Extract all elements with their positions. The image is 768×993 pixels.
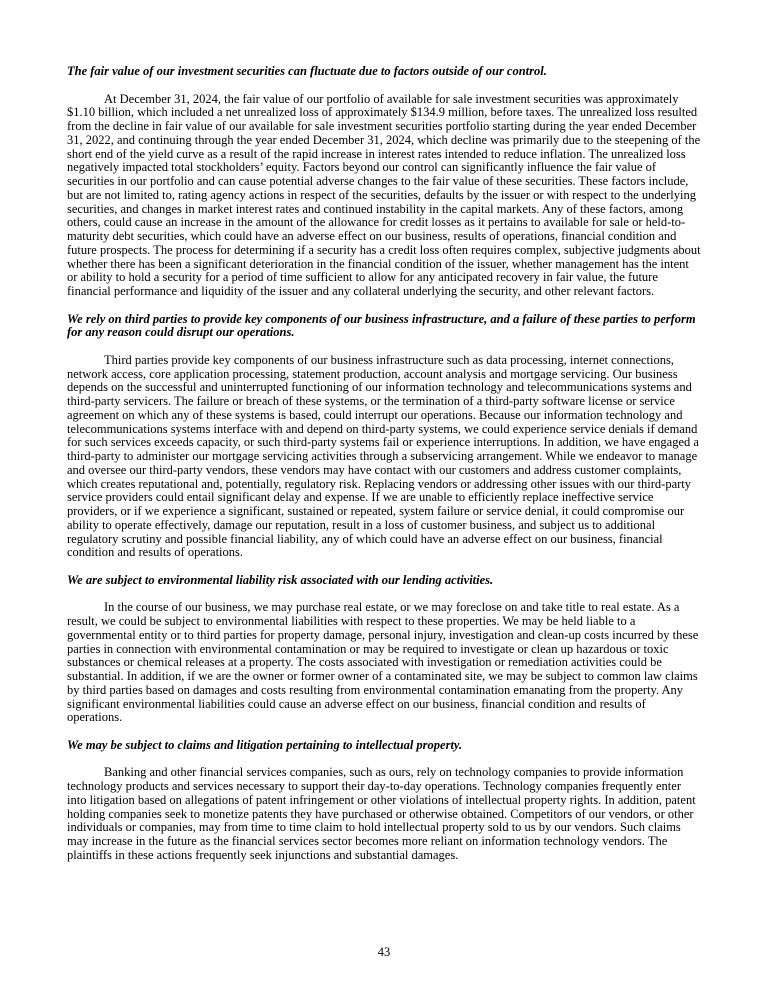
risk-factor-section-investment-securities [67,65,701,299]
risk-factor-heading: We are subject to environmental liability risk associated with our lending activities. [67,572,494,587]
risk-factor-paragraph: Banking and other financial services companies, such as ours, rely on technology companies to provide information technology products and services necessary to support their day-to-day operations. Technology companies frequently enter into litigation based on allegations of patent infringement or other violations of intellectual property rights. In addition, patent holding companies seek to monetize patents they have purchased or otherwise obtained. Competitors of our vendors, or other individuals or companies, may from time to time claim to hold intellectual property sold to us by our vendors. Such claims may increase in the future as the financial services sector becomes more reliant on information technology vendors. The plaintiffs in these actions frequently seek injunctions and substantial damages. [67,765,696,862]
risk-factor-section-environmental-liability [67,574,701,725]
risk-factor-heading: We rely on third parties to provide key components of our business infrastructure, and a failure of these parties to perform for any reason could disrupt our operations. [67,311,696,340]
page-number: 43 [377,945,391,959]
risk-factor-paragraph: In the course of our business, we may purchase real estate, or we may foreclose on and take title to real estate. As a result, we could be subject to environmental liabilities with respect to these properties. We may be held liable to a governmental entity or to third parties for property damage, personal injury, investigation and clean-up costs incurred by these parties in connection with environmental contamination or may be required to investigate or clean up hazardous or toxic substances or chemical releases at a property. The costs associated with investigation or remediation activities could be substantial. In addition, if we are the owner or former owner of a contaminated site, we may be subject to common law claims by third parties based on damages and costs resulting from environmental contamination emanating from the property. Any significant environmental liabilities could cause an adverse effect on our business, financial condition and results of operations. [67,600,699,725]
risk-factor-heading: The fair value of our investment securities can fluctuate due to factors outside of our control. [67,64,547,78]
risk-factor-paragraph: At December 31, 2024, the fair value of our portfolio of available for sale investment securities was approximately $1.10 billion, which included a net unrealized loss of approximately $134.9 million, before taxes. The unrealized loss resulted from the decline in fair value of our available for sale investment securities portfolio starting during the year ended December 31, 2022, and continuing through the year ended December 31, 2024, which decline was primarily due to the steepening of the short end of the yield curve as a result of the rapid increase in interest rates intended to reduce inflation. The unrealized loss negatively impacted total stockholders’ equity. Factors beyond our control can significantly influence the fair value of securities in our portfolio and can cause potential adverse changes to the fair value of these securities. These factors include, but are not limited to, rating agency actions in respect of the securities, defaults by the issuer or with respect to the underlying securities, and changes in market interest rates and continued instability in the capital markets. Any of these factors, among others, could cause an increase in the amount of the allowance for credit losses as it pertains to available for sale or held-to-maturity debt securities, which could have an adverse effect on our business, results of operations, financial condition and future prospects. The process for determining if a security has a credit loss often requires complex, subjective judgments about whether there has been a significant deterioration in the financial condition of the issuer, whether management has the intent or ability to hold a security for a period of time sufficient to allow for any anticipated recovery in fair value, the future financial performance and liquidity of the issuer and any collateral underlying the security, and other relevant factors. [67,91,701,298]
risk-factor-section-third-parties [67,313,701,561]
risk-factor-paragraph: Third parties provide key components of our business infrastructure such as data processing, internet connections, network access, core application processing, statement production, account analysis and mortgage servicing. Our business depends on the successful and uninterrupted functioning of our information technology and telecommunications systems and third-party servicers. The failure or breach of these systems, or the termination of a third-party software license or service agreement on which any of these systems is based, could interrupt our operations. Because our information technology and telecommunications systems interface with and depend on third-party systems, we could experience service denials if demand for such services exceeds capacity, or such third-party systems fail or experience interruptions. In addition, we have engaged a third-party to administer our mortgage servicing activities through a subservicing arrangement. While we endeavor to manage and oversee our third-party vendors, these vendors may have contact with our customers and address customer complaints, which creates reputational and, potentially, regulatory risk. Replacing vendors or addressing other issues with our third-party service providers could entail significant delay and expense. If we are unable to efficiently replace ineffective service providers, or if we experience a significant, sustained or repeated, system failure or service denial, it could compromise our ability to operate effectively, damage our reputation, result in a loss of customer business, and subject us to additional regulatory scrutiny and possible financial liability, any of which could have an adverse effect on our business, financial condition and results of operations. [67,352,699,560]
risk-factor-heading: We may be subject to claims and litigation pertaining to intellectual property. [67,737,463,752]
risk-factor-section-intellectual-property [67,739,701,863]
